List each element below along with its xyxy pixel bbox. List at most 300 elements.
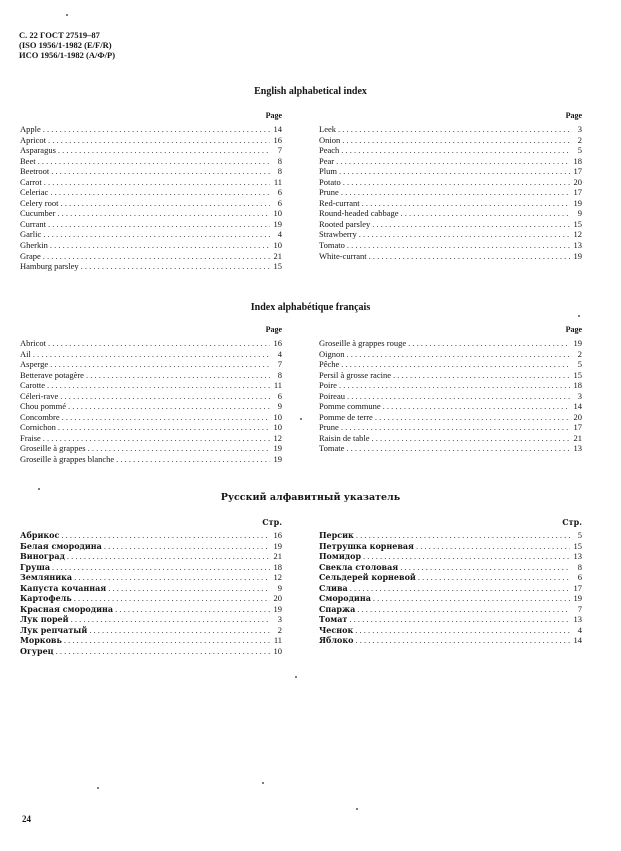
index-entry-page: 15	[573, 369, 582, 380]
index-entry-page: 11	[273, 176, 282, 187]
index-entry-name: Chou pommé	[20, 401, 67, 412]
index-entry	[20, 391, 282, 402]
index-entry-page: 10	[273, 422, 282, 433]
dot-leader	[43, 229, 270, 240]
index-entry	[319, 593, 582, 604]
index-entry-page: 3	[277, 614, 282, 625]
index-entry-page: 7	[577, 603, 582, 614]
index-entry-page: 4	[277, 348, 282, 359]
index-entry	[319, 401, 582, 412]
index-entry-name: Groseille à grappes blanche	[20, 454, 115, 465]
dot-leader	[43, 433, 270, 444]
dot-leader	[58, 145, 270, 156]
page-column-label: Page	[265, 111, 282, 120]
dot-leader	[81, 261, 270, 272]
index-entry-page: 10	[273, 411, 282, 422]
page-column-label: Стр.	[262, 517, 282, 527]
header-standard-ref: С. 22 ГОСТ 27519–87	[19, 30, 100, 40]
russian-index-left-column	[20, 517, 282, 657]
index-entry-page: 19	[273, 443, 282, 454]
index-entry-name: Prune	[319, 422, 339, 433]
russian-index-right-column	[319, 517, 582, 646]
dot-leader	[74, 593, 270, 604]
index-entry-name: Ail	[20, 348, 31, 359]
dot-leader	[349, 614, 570, 625]
index-entry-name: Pear	[319, 155, 335, 166]
index-entry	[20, 443, 282, 454]
index-entry-page: 2	[577, 134, 582, 145]
index-entry-page: 9	[277, 401, 282, 412]
index-entry-name: Asparagus	[20, 145, 56, 156]
index-entry	[319, 177, 582, 188]
index-entry	[20, 229, 282, 240]
french-index-title: Index alphabétique français	[250, 302, 371, 313]
index-entry	[319, 443, 582, 454]
dot-leader	[342, 135, 570, 146]
dot-leader	[341, 422, 570, 433]
index-entry-name: Cornichon	[20, 422, 56, 433]
index-entry-name: Лук репчатый	[20, 624, 88, 635]
dot-leader	[58, 422, 270, 433]
index-entry-name: Земляника	[20, 572, 73, 583]
index-entry	[319, 338, 582, 349]
dot-leader	[47, 380, 270, 391]
scan-speck	[578, 315, 580, 317]
index-entry	[20, 593, 282, 604]
index-entry-page: 16	[273, 338, 282, 348]
dot-leader	[393, 370, 570, 381]
index-entry-page: 9	[277, 582, 282, 593]
index-entry	[319, 391, 582, 402]
page-column-label: Page	[565, 111, 582, 120]
index-entry-page: 3	[577, 124, 582, 134]
index-entry	[20, 338, 282, 349]
dot-leader	[350, 583, 570, 594]
index-entry-name: Garlic	[20, 229, 42, 240]
dot-leader	[104, 541, 270, 552]
dot-leader	[400, 562, 570, 573]
index-entry	[20, 156, 282, 167]
english-index-left-column	[20, 111, 282, 272]
index-entry-name: Oignon	[319, 348, 345, 359]
index-entry-name: Rooted parsley	[319, 218, 371, 229]
index-entry-name: Петрушка корневая	[319, 540, 414, 551]
index-entry-page: 14	[573, 635, 582, 646]
index-entry-page: 21	[273, 551, 282, 562]
index-entry-name: Слива	[319, 582, 348, 593]
dot-leader	[355, 635, 570, 646]
dot-leader	[339, 166, 570, 177]
dot-leader	[408, 338, 570, 349]
index-entry-page: 7	[277, 145, 282, 156]
russian-index-title: Русский алфавитный указатель	[220, 492, 401, 503]
index-entry-page: 19	[273, 218, 282, 229]
index-entry-name: Persil à grosse racine	[319, 369, 391, 380]
index-entry	[20, 251, 282, 262]
index-entry	[20, 646, 282, 657]
index-entry	[20, 572, 282, 583]
index-entry-page: 19	[273, 454, 282, 465]
index-entry-page: 2	[277, 624, 282, 635]
french-index-right-list	[319, 338, 582, 454]
index-entry-name: Fraise	[20, 432, 41, 443]
index-entry-name: Onion	[319, 134, 341, 145]
index-entry	[20, 135, 282, 146]
index-entry-name: Груша	[20, 561, 51, 572]
index-entry-page: 19	[573, 197, 582, 208]
dot-leader	[372, 433, 570, 444]
dot-leader	[61, 530, 270, 541]
index-entry-name: Peach	[319, 145, 340, 156]
index-entry-name: Tomato	[319, 240, 345, 251]
index-entry-name: Abricot	[20, 338, 46, 348]
index-entry	[319, 208, 582, 219]
index-entry-name: Морковь	[20, 635, 62, 646]
index-entry	[20, 583, 282, 594]
index-entry-page: 16	[273, 530, 282, 540]
dot-leader	[375, 412, 570, 423]
index-entry-name: Asperge	[20, 359, 49, 370]
index-entry	[20, 261, 282, 272]
index-entry-name: Tomate	[319, 443, 345, 454]
scan-speck	[66, 14, 68, 16]
index-entry	[319, 156, 582, 167]
index-entry	[319, 412, 582, 423]
dot-leader	[341, 145, 570, 156]
index-entry	[20, 422, 282, 433]
index-entry-name: Round-headed cabbage	[319, 208, 399, 219]
index-entry-name: Pomme de terre	[319, 411, 373, 422]
index-entry-page: 8	[277, 369, 282, 380]
index-entry	[20, 604, 282, 615]
index-entry-page: 12	[273, 572, 282, 583]
index-entry-page: 14	[273, 124, 282, 134]
index-entry-name: Carrot	[20, 176, 42, 187]
index-entry-name: Apricot	[20, 134, 46, 145]
index-entry-page: 19	[273, 603, 282, 614]
index-entry-page: 20	[273, 593, 282, 604]
dot-leader	[43, 124, 270, 135]
index-entry	[319, 541, 582, 552]
french-index-left-list	[20, 338, 282, 465]
index-entry	[20, 370, 282, 381]
index-entry-page: 20	[573, 176, 582, 187]
index-entry-page: 11	[273, 635, 282, 646]
index-entry-name: Raisin de table	[319, 432, 370, 443]
index-entry	[319, 551, 582, 562]
index-entry	[319, 240, 582, 251]
index-entry-page: 17	[573, 166, 582, 177]
scan-speck	[356, 808, 358, 810]
index-entry-page: 4	[577, 624, 582, 635]
index-entry-name: Pomme commune	[319, 401, 381, 412]
dot-leader	[347, 391, 570, 402]
index-entry	[319, 583, 582, 594]
index-entry-page: 16	[273, 134, 282, 145]
index-entry-name: Помидор	[319, 551, 362, 562]
dot-leader	[57, 208, 270, 219]
scan-speck	[97, 787, 99, 789]
dot-leader	[369, 251, 570, 262]
index-entry	[20, 401, 282, 412]
dot-leader	[355, 625, 570, 636]
index-entry	[319, 562, 582, 573]
index-entry	[319, 229, 582, 240]
index-entry-name: Gherkin	[20, 240, 48, 251]
index-entry-page: 4	[277, 229, 282, 240]
dot-leader	[50, 240, 270, 251]
dot-leader	[89, 625, 270, 636]
index-entry	[20, 124, 282, 135]
index-entry	[20, 625, 282, 636]
index-entry-page: 5	[577, 530, 582, 540]
index-entry-page: 8	[277, 166, 282, 177]
index-entry	[319, 370, 582, 381]
dot-leader	[108, 583, 270, 594]
index-entry-page: 13	[573, 614, 582, 625]
index-entry-name: Яблоко	[319, 635, 354, 646]
index-entry-page: 7	[277, 359, 282, 370]
index-entry-name: Картофель	[20, 593, 72, 604]
index-entry-page: 19	[573, 338, 582, 348]
index-entry-name: Белая смородина	[20, 540, 102, 551]
index-entry	[20, 219, 282, 230]
index-entry	[319, 166, 582, 177]
index-entry	[20, 359, 282, 370]
index-entry	[20, 530, 282, 541]
index-entry	[319, 604, 582, 615]
index-entry-name: Potato	[319, 176, 341, 187]
dot-leader	[416, 541, 570, 552]
dot-leader	[341, 187, 570, 198]
index-entry-page: 14	[573, 401, 582, 412]
dot-leader	[115, 604, 270, 615]
index-entry-page: 10	[273, 240, 282, 251]
dot-leader	[357, 604, 570, 615]
index-entry-name: Plum	[319, 166, 337, 177]
dot-leader	[383, 401, 570, 412]
dot-leader	[362, 198, 570, 209]
dot-leader	[341, 359, 570, 370]
index-entry	[319, 635, 582, 646]
index-entry-page: 5	[577, 359, 582, 370]
index-entry-name: Celery root	[20, 197, 59, 208]
index-entry	[319, 187, 582, 198]
dot-leader	[50, 187, 270, 198]
index-entry-name: Carotte	[20, 380, 46, 391]
index-entry-name: Leek	[319, 124, 336, 134]
scan-speck	[262, 782, 264, 784]
index-entry	[20, 562, 282, 573]
index-entry	[20, 433, 282, 444]
index-entry-page: 5	[577, 145, 582, 156]
index-entry-page: 13	[573, 551, 582, 562]
index-entry-page: 18	[573, 380, 582, 391]
index-entry	[319, 251, 582, 262]
dot-leader	[347, 349, 571, 360]
dot-leader	[339, 380, 570, 391]
index-entry-page: 2	[577, 348, 582, 359]
index-entry	[319, 380, 582, 391]
index-entry-name: Poireau	[319, 390, 345, 401]
index-entry-page: 21	[273, 250, 282, 261]
dot-leader	[67, 551, 270, 562]
index-entry-page: 19	[573, 593, 582, 604]
index-entry-name: Томат	[319, 614, 348, 625]
index-entry-name: Grape	[20, 250, 41, 261]
index-entry	[20, 198, 282, 209]
index-entry-name: Лук порей	[20, 614, 69, 625]
scan-speck	[38, 488, 40, 490]
index-entry	[319, 530, 582, 541]
header-iso-ru-ref: ИСО 1956/1-1982 (А/Ф/Р)	[19, 50, 116, 60]
index-entry	[319, 145, 582, 156]
index-entry-page: 6	[277, 197, 282, 208]
dot-leader	[43, 251, 270, 262]
index-entry-page: 6	[277, 390, 282, 401]
dot-leader	[62, 412, 270, 423]
index-entry-page: 19	[273, 540, 282, 551]
index-entry	[20, 208, 282, 219]
index-entry	[319, 614, 582, 625]
scan-speck	[295, 676, 297, 678]
dot-leader	[60, 391, 270, 402]
dot-leader	[68, 401, 270, 412]
index-entry-page: 15	[273, 261, 282, 272]
index-entry-page: 21	[573, 432, 582, 443]
index-entry-page: 19	[573, 250, 582, 261]
index-entry-page: 12	[573, 229, 582, 240]
index-entry	[20, 412, 282, 423]
index-entry	[319, 625, 582, 636]
dot-leader	[346, 443, 570, 454]
index-entry-name: Сельдерей корневой	[319, 572, 416, 583]
index-entry	[20, 187, 282, 198]
index-entry-name: Betterave potagère	[20, 369, 84, 380]
index-entry-name: Red-currant	[319, 197, 360, 208]
index-entry-page: 6	[277, 187, 282, 198]
dot-leader	[356, 530, 570, 541]
index-entry-name: Абрикос	[20, 530, 60, 540]
index-entry-page: 15	[573, 218, 582, 229]
index-entry-name: Prune	[319, 187, 339, 198]
dot-leader	[347, 240, 570, 251]
english-index-right-list	[319, 124, 582, 261]
index-entry-name: Виноград	[20, 551, 65, 562]
index-entry-name: Смородина	[319, 593, 371, 604]
dot-leader	[56, 646, 270, 657]
index-entry-page: 13	[573, 443, 582, 454]
dot-leader	[86, 370, 270, 381]
index-entry-page: 6	[577, 572, 582, 583]
index-entry-name: Капуста кочанная	[20, 582, 107, 593]
dot-leader	[38, 156, 270, 167]
index-entry-page: 10	[273, 208, 282, 219]
index-entry	[20, 541, 282, 552]
dot-leader	[401, 208, 570, 219]
english-index-title: English alphabetical index	[254, 86, 367, 97]
english-index-right-column	[319, 111, 582, 261]
index-entry-page: 18	[573, 155, 582, 166]
index-entry-name: Concombre	[20, 411, 60, 422]
index-entry-page: 20	[573, 411, 582, 422]
page-column-label: Page	[565, 325, 582, 334]
index-entry-page: 17	[573, 582, 582, 593]
index-entry	[319, 422, 582, 433]
index-entry-name: Currant	[20, 218, 46, 229]
russian-index-right-list	[319, 530, 582, 646]
index-entry	[319, 433, 582, 444]
dot-leader	[52, 562, 270, 573]
dot-leader	[363, 551, 570, 562]
index-entry	[319, 359, 582, 370]
index-entry-page: 10	[273, 646, 282, 657]
index-entry-name: Спаржа	[319, 603, 356, 614]
document-header	[19, 30, 115, 60]
dot-leader	[71, 614, 270, 625]
index-entry-page: 8	[577, 561, 582, 572]
dot-leader	[51, 166, 270, 177]
russian-index-left-list	[20, 530, 282, 657]
index-entry-page: 17	[573, 187, 582, 198]
dot-leader	[74, 572, 270, 583]
dot-leader	[64, 635, 270, 646]
dot-leader	[343, 177, 570, 188]
index-entry-name: Groseille à grappes	[20, 443, 86, 454]
index-entry	[20, 166, 282, 177]
dot-leader	[48, 135, 270, 146]
page-column-label: Стр.	[562, 517, 582, 527]
dot-leader	[372, 219, 570, 230]
index-entry	[20, 614, 282, 625]
index-entry-page: 11	[273, 380, 282, 391]
index-entry-name: White-currant	[319, 250, 367, 261]
index-entry	[319, 124, 582, 135]
index-entry-page: 8	[277, 155, 282, 166]
index-entry-page: 17	[573, 422, 582, 433]
index-entry	[319, 349, 582, 360]
index-entry-page: 3	[577, 390, 582, 401]
index-entry-name: Celeriac	[20, 187, 49, 198]
index-entry	[20, 454, 282, 465]
index-entry	[319, 219, 582, 230]
dot-leader	[44, 177, 270, 188]
dot-leader	[60, 198, 270, 209]
index-entry	[20, 177, 282, 188]
index-entry-name: Beet	[20, 155, 36, 166]
french-index-right-column	[319, 325, 582, 454]
dot-leader	[88, 443, 270, 454]
index-entry	[319, 572, 582, 583]
index-entry-name: Poire	[319, 380, 337, 391]
index-entry-page: 12	[273, 432, 282, 443]
index-entry-page: 15	[573, 540, 582, 551]
index-entry-name: Чеснок	[319, 624, 354, 635]
index-entry-name: Огурец	[20, 646, 54, 657]
index-entry	[20, 145, 282, 156]
index-entry	[319, 135, 582, 146]
page-column-label: Page	[265, 325, 282, 334]
index-entry	[20, 551, 282, 562]
index-entry-name: Hamburg parsley	[20, 261, 79, 272]
index-entry-name: Pêche	[319, 359, 340, 370]
dot-leader	[50, 359, 270, 370]
dot-leader	[48, 219, 270, 230]
index-entry-name: Красная смородина	[20, 603, 114, 614]
dot-leader	[373, 593, 570, 604]
dot-leader	[33, 349, 270, 360]
header-iso-ref: (ISO 1956/1-1982 (E/F/R)	[19, 40, 112, 50]
